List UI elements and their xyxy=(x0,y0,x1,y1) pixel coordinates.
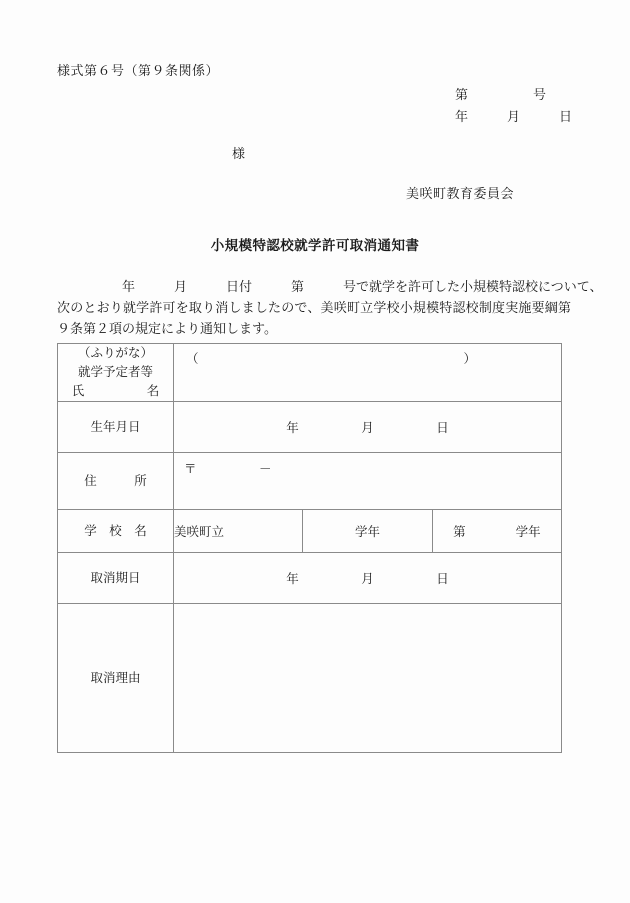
table-row-revocation-date xyxy=(58,553,562,604)
body-line-2: 次のとおり就学許可を取り消しましたので、美咲町立学校小規模特認校制度実施要綱第９条第２項の規定により通知します。 xyxy=(57,300,571,336)
document-number: 第 号 xyxy=(455,87,547,102)
document-number-and-date xyxy=(455,84,572,128)
field-revocation-date[interactable]: 年 月 日 xyxy=(174,553,562,604)
form-number: 様式第６号（第９条関係） xyxy=(57,63,220,78)
notice-details-table xyxy=(57,343,562,753)
field-name[interactable] xyxy=(174,344,562,402)
row-label-school: 学 校 名 xyxy=(58,510,174,553)
field-address[interactable] xyxy=(174,453,562,510)
row-label-revocation-date: 取消期日 xyxy=(58,553,174,604)
field-reason[interactable] xyxy=(174,604,562,753)
row-label-name xyxy=(58,344,174,402)
label-furigana: （ふりがな） xyxy=(77,346,153,360)
field-school-name[interactable]: 美咲町立 xyxy=(174,510,303,553)
paren-open: （ xyxy=(186,352,199,366)
table-row-reason xyxy=(58,604,562,753)
addressee-honorific: 様 xyxy=(232,146,246,161)
row-label-birthdate: 生年月日 xyxy=(58,402,174,453)
table-row-school xyxy=(58,510,562,553)
row-label-reason: 取消理由 xyxy=(58,604,174,753)
furigana-parentheses xyxy=(186,349,476,367)
body-line-1: 年 月 日付 第 号で就学を許可した小規模特認校について、 xyxy=(57,279,603,294)
table-row-birthdate xyxy=(58,402,562,453)
label-fullname: 氏 名 xyxy=(71,384,160,398)
field-birthdate[interactable]: 年 月 日 xyxy=(174,402,562,453)
body-paragraph xyxy=(57,276,603,339)
row-label-address: 住 所 xyxy=(58,453,174,510)
field-grade[interactable]: 第 学年 xyxy=(432,510,561,553)
document-title: 小規模特認校就学許可取消通知書 xyxy=(210,238,420,253)
label-student: 就学予定者等 xyxy=(77,365,153,379)
postal-code-marker: 〒 － xyxy=(184,462,272,476)
table-row-name xyxy=(58,344,562,402)
document-date: 年 月 日 xyxy=(455,109,573,124)
paren-close: ） xyxy=(463,352,476,366)
row-label-grade: 学年 xyxy=(303,510,432,553)
table-row-address xyxy=(58,453,562,510)
issuer-name: 美咲町教育委員会 xyxy=(406,186,515,201)
